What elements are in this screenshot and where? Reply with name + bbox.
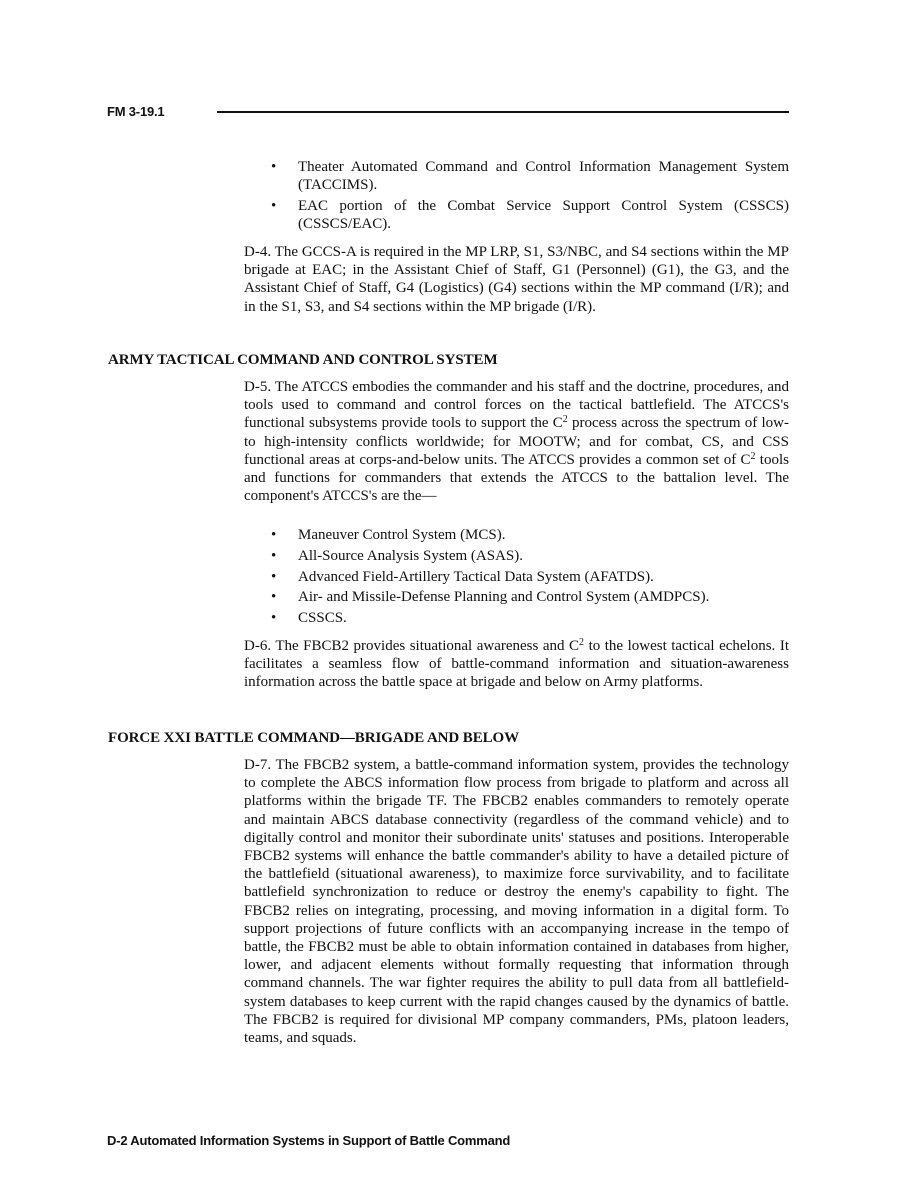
list-item: • Advanced Field-Artillery Tactical Data System (AFATDS).	[271, 568, 654, 585]
paragraph-d6: D-6. The FBCB2 provides situational awareness and $C^2$ to the lowest tactical echelons. It facilitates a seamless flow of battle-command information and situation-awareness information across the battle space at brigade and below on Army platforms.	[244, 637, 789, 691]
page-footer: D-2 Automated Information Systems in Support of Battle Command	[107, 1133, 511, 1148]
manual-number: FM 3-19.1	[107, 104, 165, 119]
bullet-icon: •	[271, 589, 277, 606]
list-item: • Theater Automated Command and Control Information Management System (TACCIMS).	[271, 159, 789, 194]
paragraph-d5: D-5. The ATCCS embodies the commander and his staff and the doctrine, procedures, and tools used to command and control forces on the tactical battlefield. The ATCCS's functional subsystems provide tools to support the $C^2$ process across the spectrum of low- to high-intensity conflicts worldwide; for MOOTW; and for combat, CS, and CSS functional areas at corps-and-below units. The ATCCS provides a common set of $C^2$ tools and functions for commanders that extends the ATCCS to the battalion level. The component's ATCCS's are the—	[244, 379, 789, 505]
bullet-icon: •	[271, 610, 277, 627]
list-item: • EAC portion of the Combat Service Support Control System (CSSCS) (CSSCS/EAC).	[271, 198, 789, 233]
intro-bullet-list	[244, 158, 789, 236]
bullet-icon: •	[271, 527, 277, 543]
bullet-icon: •	[271, 159, 277, 175]
bullet-icon: •	[271, 568, 277, 585]
list-item: • Maneuver Control System (MCS).	[271, 527, 506, 543]
list-item: • Air- and Missile-Defense Planning and Control System (AMDPCS).	[271, 589, 710, 606]
section-heading-atccs: ARMY TACTICAL COMMAND AND CONTROL SYSTEM	[108, 352, 498, 368]
bullet-icon: •	[271, 198, 277, 214]
atccs-component-list	[244, 526, 789, 630]
paragraph-d4: D-4. The GCCS-A is required in the MP LRP, S1, S3/NBC, and S4 sections within the MP brigade at EAC; in the Assistant Chief of Staff, G1 (Personnel) (G1), the G3, and the Assistant Chief of Staff, G4 (Logistics) (G4) sections within the MP command (I/R); and in the S1, S3, and S4 sections within the MP brigade (I/R).	[244, 244, 789, 315]
paragraph-d7: D-7. The FBCB2 system, a battle-command information system, provides the technology to complete the ABCS information flow process from brigade to platform and across all platforms within the brigade TF. The FBCB2 enables commanders to remotely operate and maintain ABCS database connectivity (regardless of the command vehicle) and to digitally control and monitor their subordinate units' statuses and positions. Interoperable FBCB2 systems will enhance the battle commander's ability to have a detailed picture of the battlefield (situational awareness), to maximize force survivability, and to facilitate battlefield synchronization to reduce or destroy the enemy's capability to fight. The FBCB2 relies on integrating, processing, and moving information in a digital form. To support projections of future conflicts with an accompanying increase in the tempo of battle, the FBCB2 must be able to obtain information contained in databases from higher, lower, and adjacent elements without formally requesting that information through command channels. The war fighter requires the ability to pull data from all battlefield-system databases to keep current with the rapid changes caused by the dynamics of battle. The FBCB2 is required for divisional MP company commanders, PMs, platoon leaders, teams, and squads.	[244, 757, 789, 1047]
section-heading-fbcb2: FORCE XXI BATTLE COMMAND—BRIGADE AND BELOW	[108, 730, 519, 746]
list-item: • CSSCS.	[271, 610, 347, 627]
header-rule	[217, 111, 789, 113]
list-item: • All-Source Analysis System (ASAS).	[271, 547, 523, 564]
page-header	[107, 104, 789, 124]
bullet-icon: •	[271, 547, 277, 564]
